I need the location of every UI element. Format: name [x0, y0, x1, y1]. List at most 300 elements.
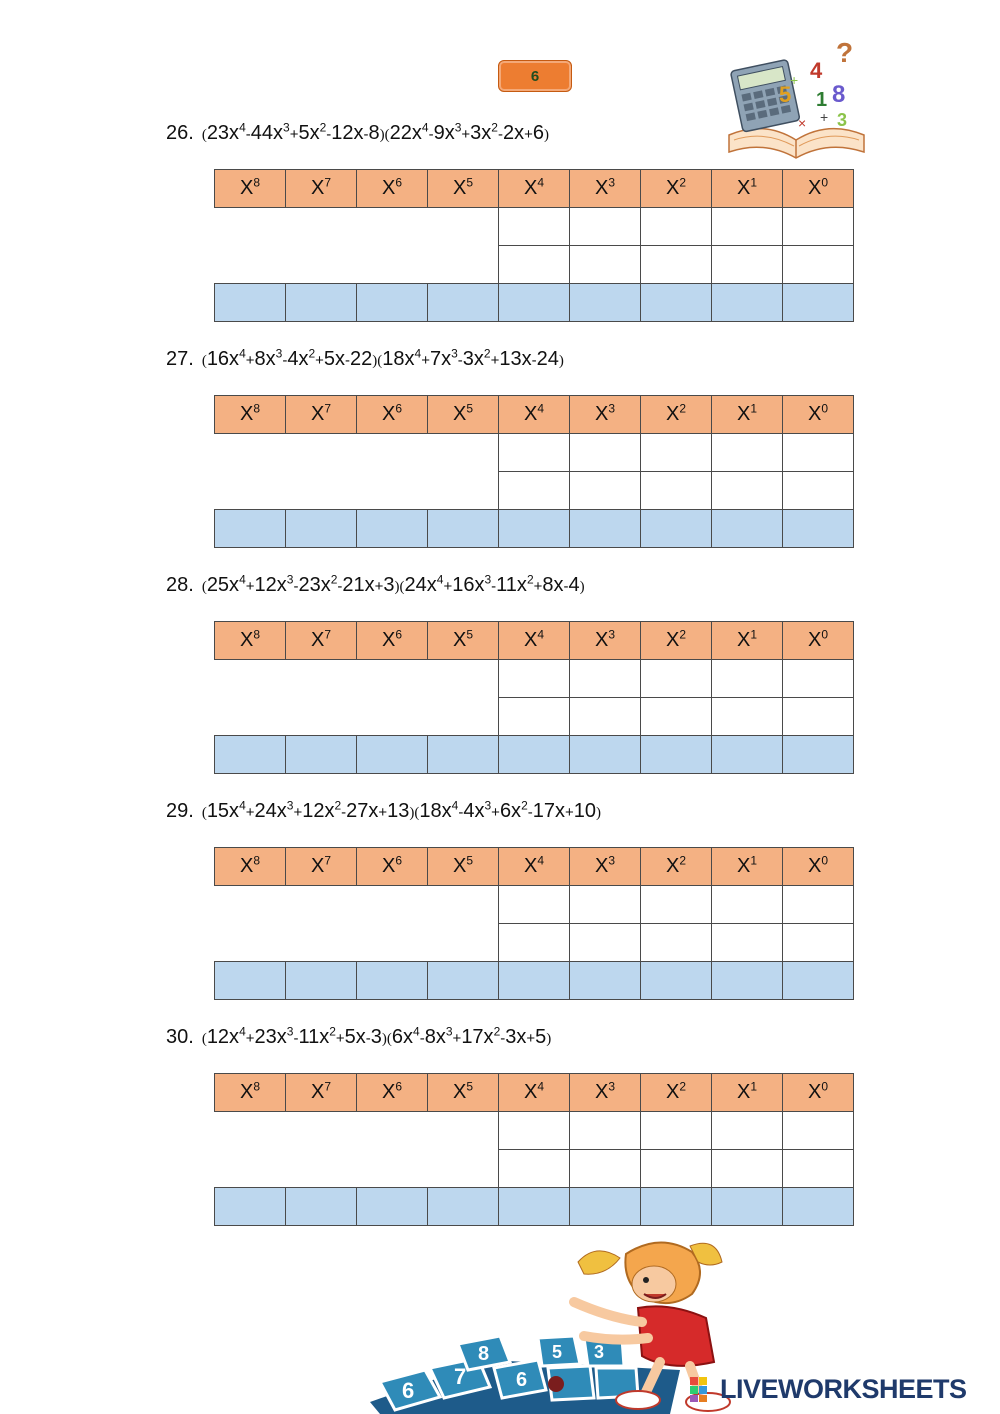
- work-cell[interactable]: [499, 434, 570, 472]
- work-cell[interactable]: [783, 472, 854, 510]
- term: 23x: [298, 574, 331, 596]
- term: 6: [532, 122, 544, 144]
- result-row: [215, 284, 854, 322]
- open-paren: (: [201, 579, 207, 595]
- term-exponent: 3: [286, 1024, 294, 1039]
- work-cell[interactable]: [570, 472, 641, 510]
- power-header: [570, 396, 641, 434]
- blank-area: [215, 1112, 499, 1188]
- work-cell[interactable]: [712, 886, 783, 924]
- power-base: X: [807, 177, 822, 199]
- header-row: [215, 170, 854, 208]
- work-cell[interactable]: [783, 660, 854, 698]
- operator: +: [491, 804, 500, 821]
- term-exponent: 3: [286, 572, 294, 587]
- operator: +: [245, 352, 255, 369]
- term-exponent: 2: [319, 120, 327, 135]
- term-exponent: 3: [451, 346, 458, 361]
- work-row: [215, 1112, 854, 1150]
- power-exponent: 5: [466, 401, 474, 416]
- work-cell[interactable]: [641, 1112, 712, 1150]
- result-cell[interactable]: [712, 284, 783, 322]
- power-base: X: [239, 855, 254, 877]
- operator: -: [293, 1030, 299, 1047]
- work-cell[interactable]: [641, 472, 712, 510]
- power-exponent: 0: [821, 627, 829, 642]
- work-cell[interactable]: [783, 698, 854, 736]
- power-exponent: 6: [395, 853, 403, 868]
- problem-number: 28.: [166, 574, 194, 596]
- work-cell[interactable]: [499, 886, 570, 924]
- work-cell[interactable]: [783, 1150, 854, 1188]
- operator: -: [458, 804, 464, 821]
- power-exponent: 1: [750, 853, 758, 868]
- power-base: X: [452, 855, 467, 877]
- term: 13: [387, 800, 410, 822]
- result-cell[interactable]: [286, 510, 357, 548]
- power-base: X: [310, 855, 325, 877]
- operator: -: [457, 352, 463, 369]
- term-exponent: 3: [484, 798, 492, 813]
- work-cell[interactable]: [499, 698, 570, 736]
- result-cell[interactable]: [641, 510, 712, 548]
- term: 24x: [404, 574, 437, 596]
- work-row: [215, 208, 854, 246]
- result-cell[interactable]: [357, 510, 428, 548]
- term: 17x: [532, 800, 565, 822]
- result-cell[interactable]: [428, 736, 499, 774]
- operator: -: [326, 126, 332, 143]
- power-header: [428, 848, 499, 886]
- work-cell[interactable]: [641, 698, 712, 736]
- work-cell[interactable]: [783, 886, 854, 924]
- power-header: [570, 170, 641, 208]
- result-cell[interactable]: [215, 284, 286, 322]
- result-cell[interactable]: [783, 284, 854, 322]
- power-exponent: 5: [466, 853, 474, 868]
- power-exponent: 6: [395, 401, 403, 416]
- power-base: X: [594, 1081, 609, 1103]
- operator: +: [565, 804, 574, 821]
- term-exponent: 3: [275, 346, 283, 361]
- term: 3: [383, 574, 395, 596]
- term-exponent: 4: [239, 1024, 246, 1039]
- power-base: X: [665, 177, 680, 199]
- power-base: X: [452, 403, 467, 425]
- term: 12x: [206, 1026, 240, 1048]
- term: 3x: [505, 1026, 527, 1048]
- term: 24: [536, 348, 559, 370]
- power-base: X: [736, 177, 751, 199]
- power-exponent: 6: [395, 175, 403, 190]
- operator: +: [490, 352, 500, 369]
- result-cell[interactable]: [357, 736, 428, 774]
- close-paren: ): [579, 579, 585, 595]
- work-cell[interactable]: [641, 924, 712, 962]
- svg-text:+: +: [820, 109, 829, 125]
- result-cell[interactable]: [783, 1188, 854, 1226]
- close-paren: ): [409, 805, 415, 821]
- term-exponent: 4: [239, 346, 246, 361]
- power-exponent: 8: [253, 401, 261, 416]
- svg-text:6: 6: [516, 1369, 528, 1391]
- power-exponent: 2: [679, 401, 687, 416]
- power-header: [357, 396, 428, 434]
- work-cell[interactable]: [499, 1112, 570, 1150]
- power-header: [570, 622, 641, 660]
- power-exponent: 3: [608, 1079, 616, 1094]
- result-cell[interactable]: [215, 510, 286, 548]
- power-exponent: 4: [537, 175, 545, 190]
- result-cell[interactable]: [215, 962, 286, 1000]
- operator: -: [428, 126, 434, 143]
- power-exponent: 4: [537, 1079, 545, 1094]
- liveworksheets-brand: [688, 1374, 967, 1404]
- result-cell[interactable]: [286, 736, 357, 774]
- work-cell[interactable]: [570, 660, 641, 698]
- operator: -: [363, 126, 369, 143]
- power-header: [286, 622, 357, 660]
- operator: +: [315, 352, 324, 369]
- operator: -: [365, 1030, 371, 1047]
- brand-text: LIVEWORKSHEETS: [720, 1373, 967, 1404]
- result-cell[interactable]: [428, 962, 499, 1000]
- power-base: X: [665, 1081, 680, 1103]
- power-header: [641, 170, 712, 208]
- power-base: X: [807, 1081, 822, 1103]
- power-header: [215, 170, 286, 208]
- operator: -: [282, 352, 288, 369]
- term-exponent: 4: [413, 1024, 420, 1039]
- power-exponent: 7: [324, 627, 332, 642]
- term: 6x: [391, 1026, 414, 1048]
- work-cell[interactable]: [570, 246, 641, 284]
- power-header: [641, 622, 712, 660]
- work-cell[interactable]: [783, 1112, 854, 1150]
- problem-expression: [166, 800, 966, 828]
- work-cell[interactable]: [570, 1112, 641, 1150]
- result-cell[interactable]: [570, 736, 641, 774]
- power-exponent: 1: [750, 1079, 758, 1094]
- work-cell[interactable]: [641, 660, 712, 698]
- open-paren: (: [399, 579, 405, 595]
- result-cell[interactable]: [286, 1188, 357, 1226]
- power-header: [712, 170, 783, 208]
- header-row: [215, 622, 854, 660]
- work-cell[interactable]: [712, 208, 783, 246]
- svg-text:3: 3: [594, 1342, 605, 1362]
- term: 5x: [298, 122, 320, 144]
- result-cell[interactable]: [286, 962, 357, 1000]
- operator: -: [500, 1030, 506, 1047]
- work-cell[interactable]: [641, 1150, 712, 1188]
- result-cell[interactable]: [641, 284, 712, 322]
- result-cell[interactable]: [499, 510, 570, 548]
- result-cell[interactable]: [712, 962, 783, 1000]
- polynomial-factor2: [390, 122, 544, 145]
- work-cell[interactable]: [712, 434, 783, 472]
- power-exponent: 5: [466, 627, 474, 642]
- power-exponent: 7: [324, 401, 332, 416]
- term: 23x: [254, 1026, 287, 1048]
- operator: +: [452, 1030, 462, 1047]
- result-cell[interactable]: [215, 1188, 286, 1226]
- power-header: [641, 848, 712, 886]
- power-base: X: [594, 629, 609, 651]
- open-paren: (: [201, 805, 207, 821]
- result-cell[interactable]: [428, 510, 499, 548]
- power-base: X: [452, 629, 467, 651]
- work-cell[interactable]: [570, 924, 641, 962]
- work-cell[interactable]: [570, 208, 641, 246]
- work-cell[interactable]: [499, 208, 570, 246]
- power-base: X: [736, 1081, 751, 1103]
- svg-text:7: 7: [454, 1364, 467, 1389]
- work-cell[interactable]: [570, 698, 641, 736]
- power-base: X: [807, 403, 822, 425]
- result-cell[interactable]: [712, 510, 783, 548]
- power-header: [215, 396, 286, 434]
- result-cell[interactable]: [783, 510, 854, 548]
- power-base: X: [665, 403, 680, 425]
- result-cell[interactable]: [570, 284, 641, 322]
- result-row: [215, 962, 854, 1000]
- power-header: [357, 170, 428, 208]
- operator: -: [341, 804, 347, 821]
- operator: -: [527, 804, 533, 821]
- open-paren: (: [201, 127, 207, 143]
- term: 25x: [206, 574, 240, 596]
- work-cell[interactable]: [783, 246, 854, 284]
- result-cell[interactable]: [286, 284, 357, 322]
- work-cell[interactable]: [783, 434, 854, 472]
- term: 2x: [502, 122, 525, 144]
- problem-4: [166, 798, 966, 877]
- problem-1: [166, 120, 966, 199]
- work-cell[interactable]: [570, 434, 641, 472]
- term-exponent: 4: [414, 346, 422, 361]
- result-cell[interactable]: [641, 962, 712, 1000]
- power-header: [286, 170, 357, 208]
- work-cell[interactable]: [712, 1112, 783, 1150]
- power-base: X: [736, 629, 751, 651]
- power-base: X: [310, 177, 325, 199]
- result-cell[interactable]: [357, 1188, 428, 1226]
- close-paren: ): [372, 353, 378, 369]
- term: 7x: [429, 348, 452, 370]
- work-cell[interactable]: [570, 1150, 641, 1188]
- term: 10: [573, 800, 597, 822]
- term-exponent: 3: [445, 1024, 453, 1039]
- svg-text:?: ?: [836, 40, 854, 68]
- result-cell[interactable]: [357, 284, 428, 322]
- svg-text:5: 5: [552, 1342, 563, 1362]
- result-row: [215, 1188, 854, 1226]
- power-header: [286, 848, 357, 886]
- work-cell[interactable]: [499, 924, 570, 962]
- work-cell[interactable]: [783, 208, 854, 246]
- operator: -: [245, 126, 251, 143]
- term: 11x: [496, 574, 527, 596]
- operator: +: [374, 578, 384, 595]
- term: 16x: [206, 348, 240, 370]
- power-base: X: [594, 855, 609, 877]
- blank-area: [215, 434, 499, 510]
- result-cell[interactable]: [783, 962, 854, 1000]
- work-cell[interactable]: [499, 1150, 570, 1188]
- power-header: [712, 622, 783, 660]
- work-cell[interactable]: [570, 886, 641, 924]
- result-cell[interactable]: [570, 962, 641, 1000]
- result-cell[interactable]: [357, 962, 428, 1000]
- term: 27x: [346, 800, 379, 822]
- term: 6x: [499, 800, 522, 822]
- term-exponent: 4: [421, 120, 429, 135]
- power-exponent: 3: [608, 853, 616, 868]
- problem-3: [166, 572, 966, 651]
- term-exponent: 2: [329, 1024, 336, 1039]
- result-cell[interactable]: [428, 1188, 499, 1226]
- page-number: 6: [530, 67, 540, 85]
- result-cell[interactable]: [783, 736, 854, 774]
- power-exponent: 0: [821, 1079, 829, 1094]
- term: 12x: [331, 122, 364, 144]
- work-cell[interactable]: [712, 924, 783, 962]
- open-paren: (: [386, 1031, 392, 1047]
- term: 8x: [542, 574, 564, 596]
- svg-text:5: 5: [779, 82, 792, 107]
- power-header: [428, 622, 499, 660]
- result-cell[interactable]: [499, 736, 570, 774]
- power-exponent: 5: [466, 175, 474, 190]
- term: 16x: [452, 574, 485, 596]
- term: 15x: [206, 800, 240, 822]
- svg-text:8: 8: [478, 1343, 490, 1365]
- power-base: X: [239, 177, 254, 199]
- operator: +: [335, 1030, 345, 1047]
- polynomial-factor1: [207, 348, 372, 371]
- power-header: [499, 848, 570, 886]
- work-cell[interactable]: [499, 660, 570, 698]
- close-paren: ): [546, 1031, 552, 1047]
- result-cell[interactable]: [215, 736, 286, 774]
- open-paren: (: [384, 127, 390, 143]
- term: 3x: [462, 348, 484, 370]
- power-exponent: 2: [679, 627, 687, 642]
- work-cell[interactable]: [641, 886, 712, 924]
- operator: +: [245, 804, 255, 821]
- power-header: [357, 1074, 428, 1112]
- work-cell[interactable]: [712, 1150, 783, 1188]
- power-header: [215, 848, 286, 886]
- result-cell[interactable]: [641, 1188, 712, 1226]
- polynomial-factor1: [207, 122, 380, 145]
- term-exponent: 3: [283, 120, 290, 135]
- result-cell[interactable]: [712, 1188, 783, 1226]
- power-base: X: [807, 629, 822, 651]
- term: 9x: [433, 122, 455, 144]
- power-header: [641, 396, 712, 434]
- work-cell[interactable]: [712, 660, 783, 698]
- work-cell[interactable]: [641, 246, 712, 284]
- svg-text:×: ×: [798, 115, 807, 131]
- term: 8x: [254, 348, 276, 370]
- power-exponent: 8: [253, 1079, 261, 1094]
- work-cell[interactable]: [499, 246, 570, 284]
- result-cell[interactable]: [499, 962, 570, 1000]
- work-cell[interactable]: [712, 246, 783, 284]
- problem-number: 26.: [166, 122, 194, 144]
- power-header: [570, 848, 641, 886]
- power-exponent: 3: [608, 175, 616, 190]
- result-cell[interactable]: [428, 284, 499, 322]
- term-exponent: 4: [436, 572, 444, 587]
- power-base: X: [594, 403, 609, 425]
- term-exponent: 2: [483, 346, 491, 361]
- result-cell[interactable]: [712, 736, 783, 774]
- term: 8x: [424, 1026, 446, 1048]
- work-cell[interactable]: [712, 472, 783, 510]
- power-header: [712, 1074, 783, 1112]
- power-base: X: [381, 855, 396, 877]
- power-header: [428, 396, 499, 434]
- result-cell[interactable]: [499, 1188, 570, 1226]
- svg-text:3: 3: [837, 110, 848, 130]
- operator: +: [533, 578, 543, 595]
- work-cell[interactable]: [641, 208, 712, 246]
- work-cell[interactable]: [783, 924, 854, 962]
- operator: -: [563, 578, 569, 595]
- work-cell[interactable]: [499, 472, 570, 510]
- result-cell[interactable]: [570, 510, 641, 548]
- close-paren: ): [558, 353, 564, 369]
- power-base: X: [310, 403, 325, 425]
- power-exponent: 3: [608, 627, 616, 642]
- power-base: X: [594, 177, 609, 199]
- term-exponent: 2: [493, 1024, 501, 1039]
- svg-text:8: 8: [832, 81, 846, 108]
- power-exponent: 8: [253, 627, 261, 642]
- power-header: [499, 396, 570, 434]
- operator: +: [245, 578, 255, 595]
- term-exponent: 3: [286, 798, 294, 813]
- power-base: X: [523, 629, 538, 651]
- power-exponent: 7: [324, 175, 332, 190]
- close-paren: ): [381, 1031, 387, 1047]
- operator: +: [289, 126, 299, 143]
- term-exponent: 2: [526, 572, 534, 587]
- term-exponent: 4: [451, 798, 459, 813]
- result-row: [215, 510, 854, 548]
- problem-5: [166, 1024, 966, 1103]
- power-base: X: [310, 629, 325, 651]
- operator: -: [337, 578, 343, 595]
- power-header: [428, 1074, 499, 1112]
- result-cell[interactable]: [499, 284, 570, 322]
- work-cell[interactable]: [641, 434, 712, 472]
- work-cell[interactable]: [712, 698, 783, 736]
- power-exponent: 4: [537, 401, 545, 416]
- power-exponent: 1: [750, 175, 758, 190]
- power-base: X: [523, 403, 538, 425]
- power-base: X: [736, 855, 751, 877]
- term: 44x: [250, 122, 283, 144]
- result-cell[interactable]: [570, 1188, 641, 1226]
- polynomial-factor1: [207, 800, 410, 823]
- result-cell[interactable]: [641, 736, 712, 774]
- work-row: [215, 660, 854, 698]
- operator: +: [245, 1030, 255, 1047]
